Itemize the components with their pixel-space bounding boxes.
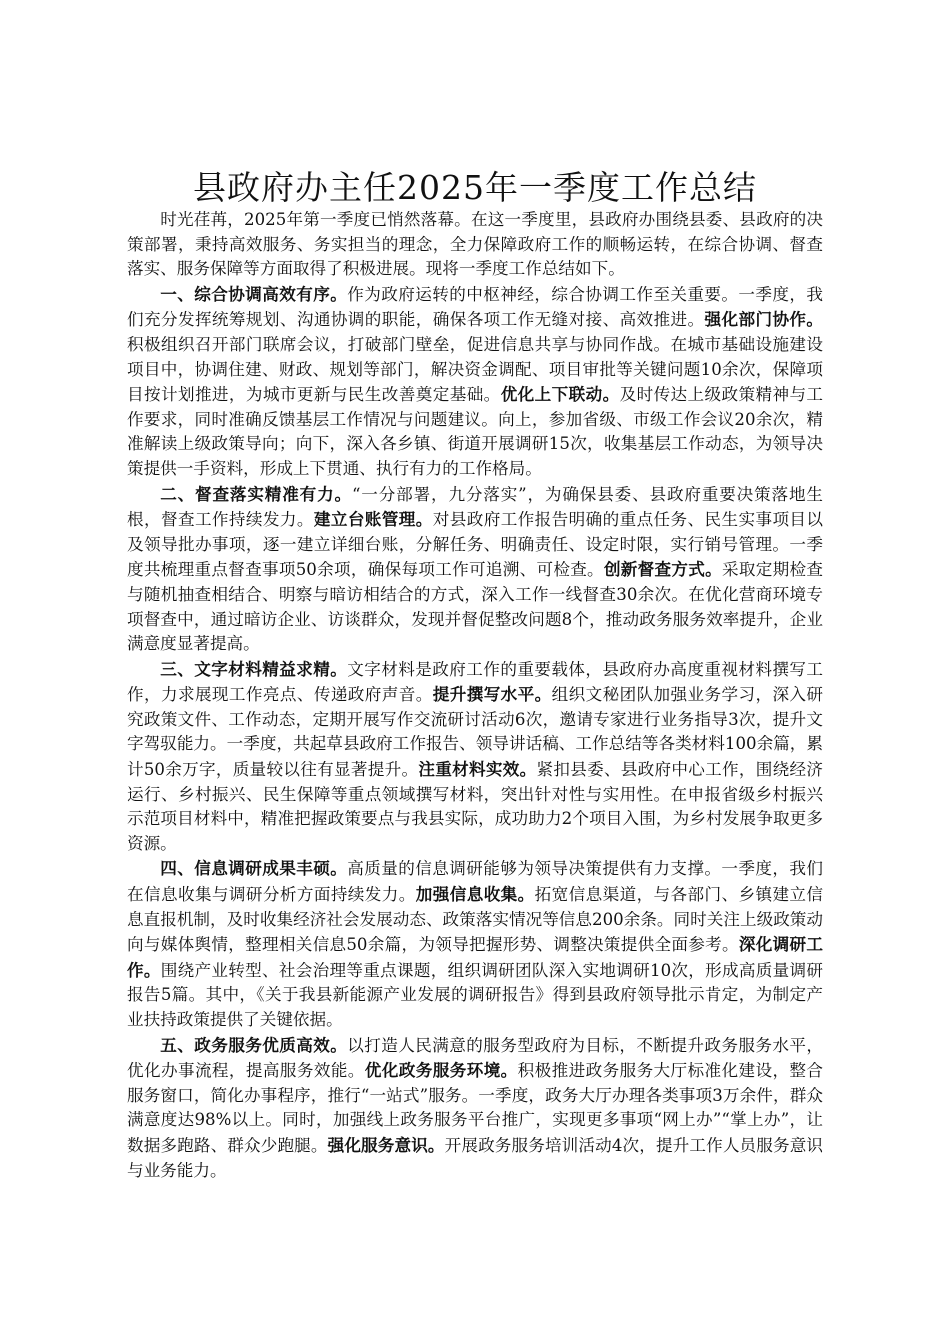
document-title: 县政府办主任2025年一季度工作总结 [193,168,757,207]
section-lead: 文字材料是政府工作的重要载体，县政府办高度重视材料撰写工作，力求展现工作亮点、传递政府声音。 [127,659,824,705]
section-paragraph [127,482,823,657]
point-text: 围绕产业转型、社会治理等重点课题，组织调研团队深入实地调研10次，形成高质量调研报告5篇。其中，《关于我县新能源产业发展的调研报告》得到县政府领导批示肯定，为制定产业扶持政策提供了关键依据。 [127,960,823,1029]
point-text: 紧扣县委、县政府中心工作，围绕经济运行、乡村振兴、民生保障等重点领域撰写材料，突出针对性与实用性。在申报省级乡村振兴示范项目材料中，精准把握政策要点与我县实际，成功助力2个项目入围，为乡村发展争取更多资源。 [127,760,823,853]
point-text: 组织文秘团队加强业务学习，深入研究政策文件、工作动态，定期开展写作交流研讨活动6次，邀请专家进行业务指导3次，提升文字驾驭能力。一季度，共起草县政府工作报告、领导讲话稿、工作总结等各类材料100余篇，累计50余万字，质量较以往有显著提升。 [127,685,824,780]
point-text: 积极推进政务服务大厅标准化建设，整合服务窗口，简化办事程序，推行“一站式”服务。一季度，政务大厅办理各类事项3万余件，群众满意度达98%以上。同时，加强线上政务服务平台推广，实现更多事项“网上办”“掌上办”，让数据多跑路、群众少跑腿。 [127,1061,824,1155]
point-text: 开展政务服务培训活动4次，提升工作人员服务意识与业务能力。 [127,1135,824,1180]
point-title: 深化调研工作。 [127,934,824,980]
section-lead: 作为政府运转的中枢神经，综合协调工作至关重要。一季度，我们充分发挥统筹规划、沟通协调的职能，确保各项工作无缝对接、高效推进。 [127,284,824,330]
point-title: 优化政务服务环境。 [364,1060,518,1081]
section-paragraph [127,1033,823,1184]
point-text: 及时传达上级政策精神与工作要求，同时准确反馈基层工作情况与问题建议。向上，参加省级、市级工作会议20余次，精准解读上级政策导向；向下，深入各乡镇、街道开展调研15次，收集基层工作动态，为领导决策提供一手资料，形成上下贯通、执行有力的工作格局。 [127,385,824,478]
point-text: 对县政府工作报告明确的重点任务、民生实事项目以及领导批办事项，逐一建立详细台账，分解任务、明确责任、设定时限，实行销号管理。一季度共梳理重点督查事项50余项，确保每项工作可追溯、可检查。 [127,510,824,580]
point-title: 注重材料实效。 [418,759,537,780]
document-page [127,168,823,1183]
section-heading: 二、督查落实精准有力。 [160,483,352,504]
point-title: 加强信息收集。 [415,884,535,905]
section-lead: 以打造人民满意的服务型政府为目标，不断提升政务服务水平，优化办事流程，提高服务效能。 [127,1035,824,1081]
section-lead: 高质量的信息调研能够为领导决策提供有力支撑。一季度，我们在信息收集与调研分析方面持续发力。 [127,859,824,905]
section-heading: 三、文字材料精益求精。 [160,658,348,679]
point-title: 优化上下联动。 [500,384,620,405]
point-title: 提升撰写水平。 [432,684,552,705]
section-paragraph [127,856,823,1032]
section-heading: 一、综合协调高效有序。 [160,283,348,304]
point-text: 采取定期检查与随机抽查相结合、明察与暗访相结合的方式，深入工作一线督查30余次。在优化营商环境专项督查中，通过暗访企业、访谈群众，发现并督促整改问题8个，推动政务服务效率提升，企业满意度显著提高。 [127,560,823,654]
section-heading: 五、政务服务优质高效。 [160,1034,348,1055]
section-paragraph [127,282,823,482]
intro-paragraph: 时光荏苒，2025年第一季度已悄然落幕。在这一季度里，县政府办围绕县委、县政府的决策部署，秉持高效服务、务实担当的理念，全力保障政府工作的顺畅运转，在综合协调、督查落实、服务保障等方面取得了积极进展。现将一季度工作总结如下。 [127,210,823,279]
point-title: 强化服务意识。 [327,1134,445,1155]
point-title: 创新督查方式。 [603,559,723,580]
section-paragraph [127,657,823,857]
point-text: 积极组织召开部门联席会议，打破部门壁垒，促进信息共享与协同作战。在城市基础设施建设项目中，协调住建、财政、规划等部门，解决资金调配、项目审批等关键问题10余次，保障项目按计划推进，为城市更新与民生改善奠定基础。 [127,334,823,405]
section-heading: 四、信息调研成果丰硕。 [160,858,348,879]
point-title: 强化部门协作。 [704,309,824,330]
point-title: 建立台账管理。 [313,509,433,530]
point-text: 拓宽信息渠道，与各部门、乡镇建立信息直报机制，及时收集经济社会发展动态、政策落实情况等信息200余条。同时关注上级政策动向与媒体舆情，整理相关信息50余篇，为领导把握形势、调整决策提供全面参考。 [127,885,824,955]
section-lead: “一分部署，九分落实”，为确保县委、县政府重要决策落地生根，督查工作持续发力。 [127,484,824,530]
